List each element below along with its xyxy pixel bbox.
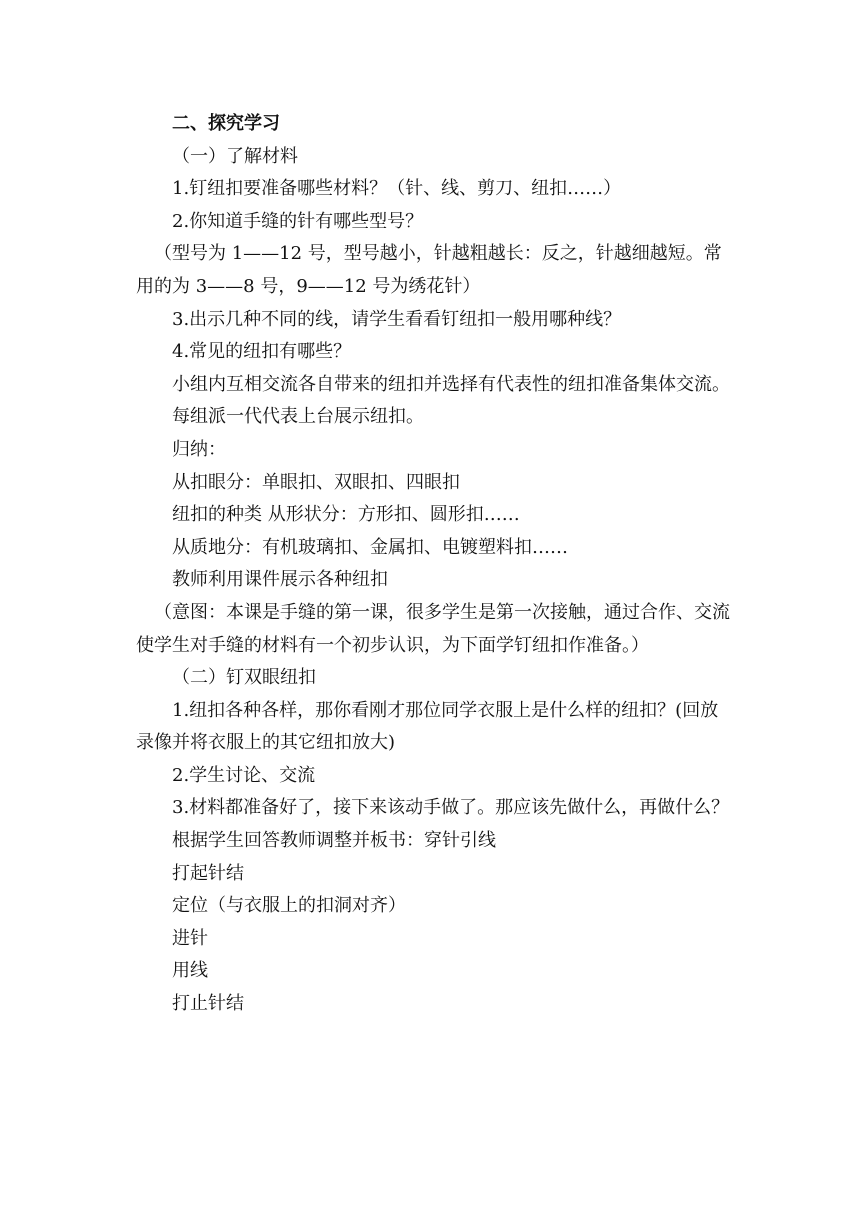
paragraph: 小组内互相交流各自带来的纽扣并选择有代表性的纽扣准备集体交流。 [172,373,730,395]
paragraph: 2.学生讨论、交流 [172,764,316,786]
paragraph: 2.你知道手缝的针有哪些型号？ [172,210,424,232]
paragraph: 根据学生回答教师调整并板书：穿针引线 [172,830,496,852]
paragraph: （型号为 1——12 号，型号越小，针越粗越长：反之，针越细越短。常用的为 3——8 号，9——12 号为绣花针） [136,243,722,297]
paragraph: 1.纽扣各种各样，那你看刚才那位同学衣服上是什么样的纽扣？(回放录像并将衣服上的其它纽扣放大) [136,699,719,754]
paragraph: 打止针结 [172,993,244,1015]
document-body [136,108,732,1021]
paragraph: 从质地分：有机玻璃扣、金属扣、电镀塑料扣…… [172,536,568,558]
paragraph: 3.材料都准备好了，接下来该动手做了。那应该先做什么，再做什么？ [172,797,730,819]
subsection-heading-materials: （一）了解材料 [172,145,298,167]
paragraph: 纽扣的种类 从形状分：方形扣、圆形扣…… [172,504,520,526]
paragraph: 1.钉纽扣要准备哪些材料？（针、线、剪刀、纽扣……） [172,178,622,200]
paragraph: 3.出示几种不同的线，请学生看看钉纽扣一般用哪种线？ [172,308,622,330]
paragraph: 从扣眼分：单眼扣、双眼扣、四眼扣 [172,471,460,493]
paragraph: 进针 [172,927,208,949]
paragraph: 定位（与衣服上的扣洞对齐） [172,895,406,917]
paragraph: 4.常见的纽扣有哪些？ [172,341,352,363]
paragraph: 用线 [172,960,208,982]
paragraph: 归纳： [172,438,226,460]
paragraph: 打起针结 [172,862,244,884]
subsection-heading-double-hole-button: （二）钉双眼纽扣 [172,667,316,689]
paragraph: 每组派一代代表上台展示纽扣。 [172,406,424,428]
section-heading: 二、探究学习 [172,113,280,134]
paragraph: （意图：本课是手缝的第一课，很多学生是第一次接触，通过合作、交流使学生对手缝的材料有一个初步认识，为下面学钉纽扣作准备。） [136,601,730,656]
paragraph: 教师利用课件展示各种纽扣 [172,569,388,591]
